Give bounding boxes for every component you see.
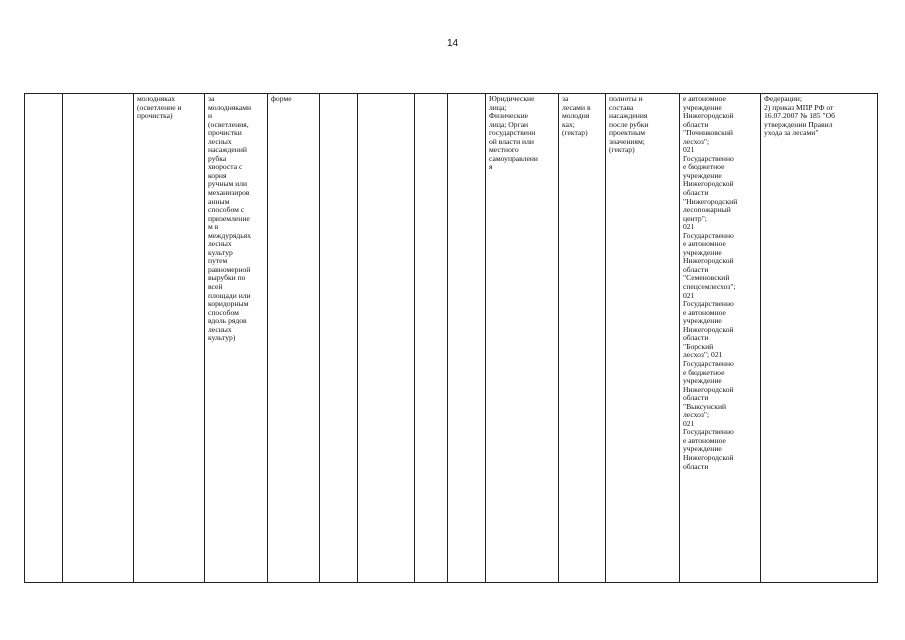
table-cell-3 (134, 94, 205, 583)
table-cell-6 (320, 94, 358, 583)
table-cell-5 (268, 94, 320, 583)
cell-text: Юридические лица; Физические лица; Орган государственн ой власти или местного самоуправлени я (489, 94, 538, 172)
table-cell-4 (205, 94, 268, 583)
table-cell-1 (25, 94, 63, 583)
table-cell-12 (606, 94, 680, 583)
cell-text: молодняках (осветление и прочистка) (137, 94, 182, 121)
table-cell-10 (486, 94, 559, 583)
cell-text: за лесами в молодня ках; (гектар) (562, 94, 591, 138)
page-number: 14 (446, 38, 459, 49)
cell-text: полноты и состава насаждения после рубки проектным значениям; (гектар) (609, 94, 649, 155)
cell-text: Федерации; 2) приказ МПР РФ от 16.07.2007 № 185 "Об утверждении Правил ухода за лесами" (764, 94, 835, 138)
table-cell-13 (680, 94, 761, 583)
table-cell-8 (415, 94, 448, 583)
table-cell-2 (63, 94, 134, 583)
services-table (24, 93, 878, 583)
cell-text: за молодняками и (осветления, прочистки лесных насаждений рубка хвороста с корня ручным или механизиров анным способом с приземление м в междурядьях лесных культур путем равномерной вырубки по всей площади или коридорным способом вдоль рядов лесных культур) (208, 94, 252, 343)
table-cell-14 (761, 94, 878, 583)
table-cell-7 (358, 94, 415, 583)
cell-text: е автономное учреждение Нижегородской области "Починковский лесхоз"; 021 Государственно е бюджетное учреждение Нижегородской области "Нижегородский лесопожарный центр"; 021 Государственно е автономное учреждение Нижегородской области "Семеновский спецсемлесхоз"; 021 Государственно е автономное учреждение Нижегородской области "Борский лесхоз"; 021 Государственно е бюджетное учреждение Нижегородской области "Выксунский лесхоз"; 021 Государственно е автономное учреждение Нижегородской области (683, 94, 738, 471)
document-table-container (24, 93, 878, 583)
table-row (25, 94, 878, 583)
table-cell-11 (559, 94, 606, 583)
table-cell-9 (448, 94, 486, 583)
cell-text: форме (271, 94, 292, 103)
